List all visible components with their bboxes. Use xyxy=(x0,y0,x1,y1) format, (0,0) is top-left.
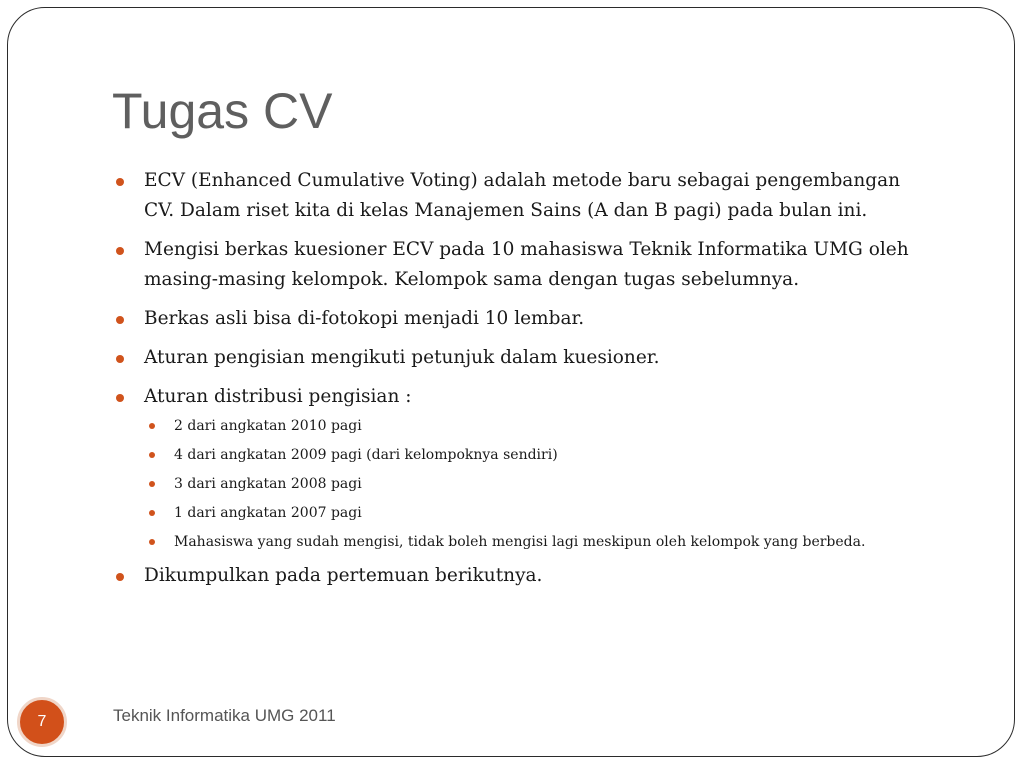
sub-bullet-text: 2 dari angkatan 2010 pagi xyxy=(174,418,362,434)
bullet-item xyxy=(114,382,934,552)
bullet-text: Dikumpulkan pada pertemuan berikutnya. xyxy=(144,565,543,586)
sub-bullet-dot-icon xyxy=(149,423,155,429)
sub-bullet-item xyxy=(144,532,934,552)
sub-bullet-text: 3 dari angkatan 2008 pagi xyxy=(174,476,362,492)
bullet-dot-icon xyxy=(116,316,124,324)
sub-bullet-item xyxy=(144,445,934,465)
bullet-item xyxy=(114,304,934,334)
page-number-badge: 7 xyxy=(17,697,67,747)
bullet-item xyxy=(114,343,934,373)
bullet-dot-icon xyxy=(116,573,124,581)
bullet-text: ECV (Enhanced Cumulative Voting) adalah metode baru sebagai pengembangan CV. Dalam riset kita di kelas Manajemen Sains (A dan B pagi) pada bulan ini. xyxy=(144,170,901,221)
bullet-list xyxy=(114,166,934,591)
slide-title: Tugas CV xyxy=(112,83,333,139)
bullet-dot-icon xyxy=(116,394,124,402)
footer-text: Teknik Informatika UMG 2011 xyxy=(113,706,336,725)
sub-bullet-item xyxy=(144,503,934,523)
sub-bullet-dot-icon xyxy=(149,452,155,458)
bullet-dot-icon xyxy=(116,247,124,255)
bullet-text: Berkas asli bisa di-fotokopi menjadi 10 lembar. xyxy=(144,308,585,329)
bullet-text: Aturan pengisian mengikuti petunjuk dalam kuesioner. xyxy=(144,347,660,368)
sub-bullet-text: Mahasiswa yang sudah mengisi, tidak boleh mengisi lagi meskipun oleh kelompok yang berbeda. xyxy=(174,534,866,550)
sub-bullet-dot-icon xyxy=(149,481,155,487)
bullet-item xyxy=(114,561,934,591)
sub-bullet-list xyxy=(144,416,934,552)
sub-bullet-dot-icon xyxy=(149,510,155,516)
bullet-text: Aturan distribusi pengisian : xyxy=(144,386,412,407)
slide-content xyxy=(114,166,934,600)
sub-bullet-item xyxy=(144,474,934,494)
bullet-text: Mengisi berkas kuesioner ECV pada 10 mahasiswa Teknik Informatika UMG oleh masing-masing kelompok. Kelompok sama dengan tugas sebelumnya. xyxy=(144,239,909,290)
sub-bullet-dot-icon xyxy=(149,539,155,545)
bullet-dot-icon xyxy=(116,178,124,186)
bullet-item xyxy=(114,235,934,295)
sub-bullet-text: 4 dari angkatan 2009 pagi (dari kelompoknya sendiri) xyxy=(174,447,558,463)
sub-bullet-item xyxy=(144,416,934,436)
sub-bullet-text: 1 dari angkatan 2007 pagi xyxy=(174,505,362,521)
bullet-dot-icon xyxy=(116,355,124,363)
bullet-item xyxy=(114,166,934,226)
